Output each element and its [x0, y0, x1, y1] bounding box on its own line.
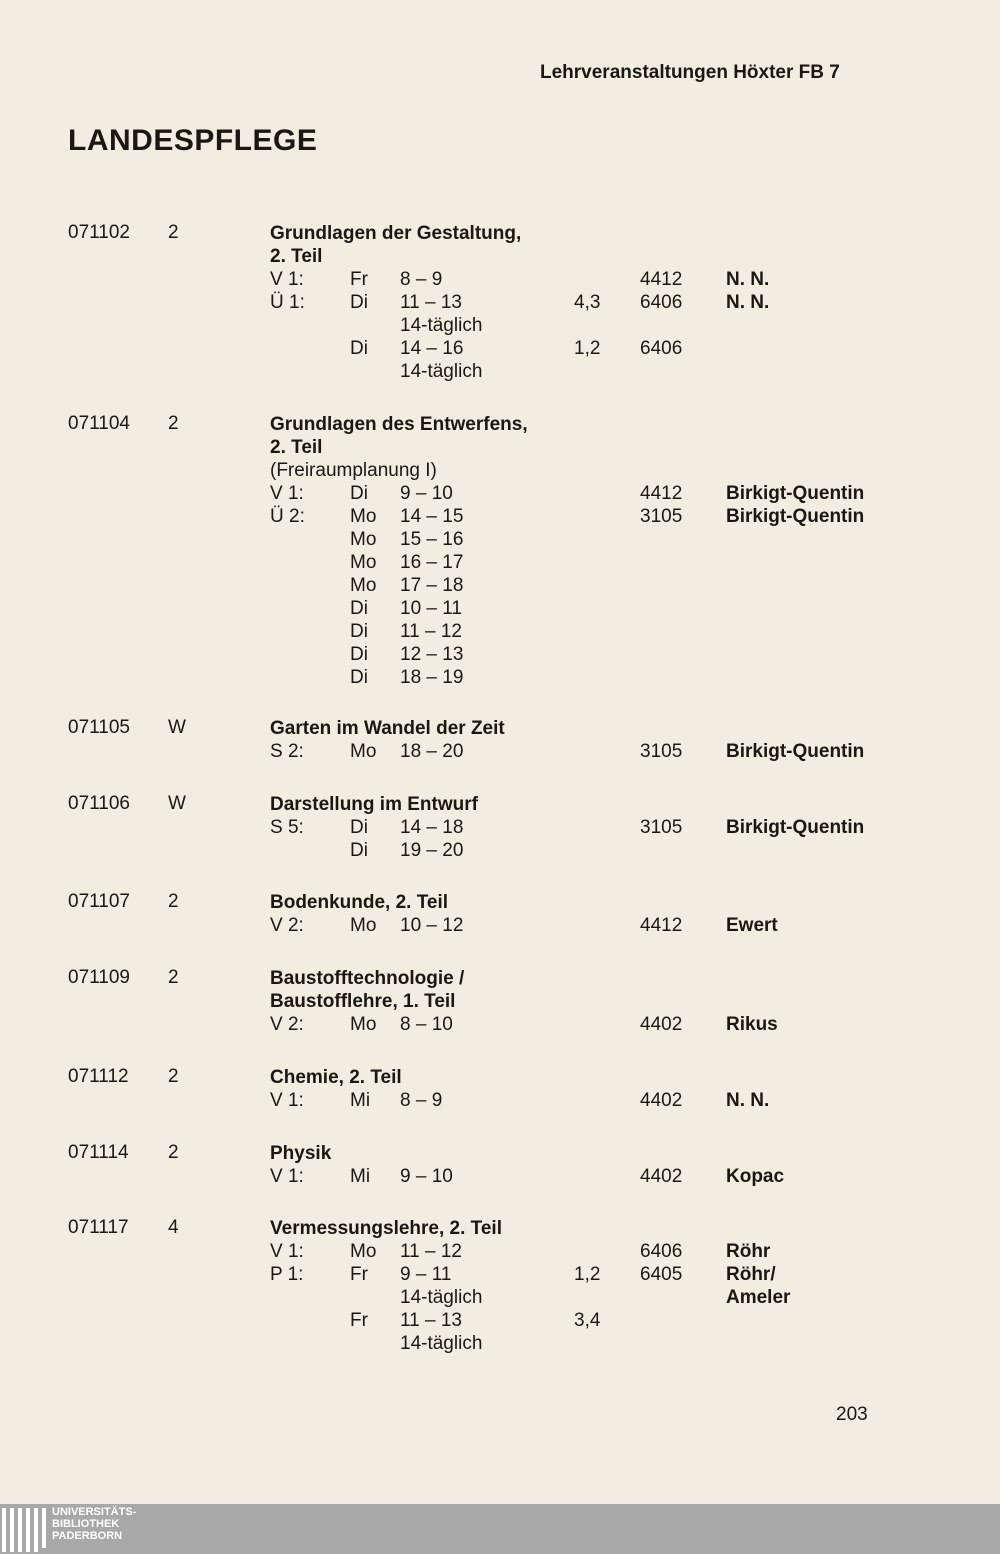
weekday: Mi: [350, 1166, 371, 1187]
weekday: Mo: [350, 506, 377, 527]
time-range: 10 – 11: [400, 598, 462, 619]
weekday: Di: [350, 598, 368, 619]
session-type: V 2:: [270, 1014, 304, 1035]
session-type: V 1:: [270, 1241, 304, 1262]
session-type: S 5:: [270, 817, 304, 838]
schedule-row: [0, 360, 1000, 383]
course-title: Baustofftechnologie /: [270, 968, 465, 989]
room-number: 4412: [640, 269, 683, 290]
weekday: Fr: [350, 1310, 368, 1331]
room-number: 3105: [640, 741, 683, 762]
course-title: Vermessungslehre, 2. Teil: [270, 1218, 502, 1239]
section-title: LANDESPFLEGE: [68, 124, 318, 157]
weekday: Mo: [350, 741, 377, 762]
time-range: 8 – 9: [400, 269, 443, 290]
room-number: 6406: [640, 1241, 683, 1262]
course-title: Grundlagen des Entwerfens,: [270, 414, 528, 435]
weekday: Mo: [350, 915, 377, 936]
course-number: 071109: [68, 967, 130, 988]
schedule-row: [0, 839, 1000, 862]
course-number: 071114: [68, 1142, 129, 1163]
library-logo-icon: [2, 1508, 48, 1552]
lecturer: Birkigt-Quentin: [726, 817, 865, 838]
weekday: Mi: [350, 1090, 371, 1111]
time-range: 18 – 19: [400, 667, 464, 688]
schedule-row: [0, 1332, 1000, 1355]
semester: 1,2: [574, 338, 601, 359]
library-name: [52, 1506, 136, 1542]
schedule-row: [0, 1165, 1000, 1188]
time-range: 8 – 9: [400, 1090, 443, 1111]
course-credits: 2: [168, 1066, 179, 1087]
lecturer: N. N.: [726, 1090, 770, 1111]
course-number: 071105: [68, 717, 130, 738]
time-range: 16 – 17: [400, 552, 464, 573]
library-footer: [0, 1504, 1000, 1554]
schedule-row: [0, 574, 1000, 597]
time-range: 14 – 16: [400, 338, 464, 359]
room-number: 3105: [640, 506, 683, 527]
room-number: 4412: [640, 915, 683, 936]
weekday: Di: [350, 292, 368, 313]
weekday: Di: [350, 338, 368, 359]
course-credits: 2: [168, 222, 179, 243]
frequency-note: 14-täglich: [400, 361, 483, 382]
lecturer: N. N.: [726, 292, 770, 313]
semester: 4,3: [574, 292, 601, 313]
time-range: 14 – 15: [400, 506, 464, 527]
course-title: Physik: [270, 1143, 332, 1164]
course-number: 071102: [68, 222, 130, 243]
weekday: Di: [350, 667, 368, 688]
schedule-row: [0, 528, 1000, 551]
schedule-row: [0, 740, 1000, 763]
frequency-note: 14-täglich: [400, 1287, 483, 1308]
weekday: Di: [350, 817, 368, 838]
session-type: V 1:: [270, 1090, 304, 1111]
room-number: 4402: [640, 1166, 683, 1187]
schedule-row: [0, 291, 1000, 314]
course-number: 071112: [68, 1066, 129, 1087]
weekday: Di: [350, 644, 368, 665]
lecturer: Ameler: [726, 1287, 791, 1308]
running-header: Lehrveranstaltungen Höxter FB 7: [540, 62, 840, 83]
weekday: Mo: [350, 1014, 377, 1035]
room-number: 6406: [640, 338, 683, 359]
lecturer: Rikus: [726, 1014, 778, 1035]
course-title: Baustofflehre, 1. Teil: [270, 991, 456, 1012]
course-title: Garten im Wandel der Zeit: [270, 718, 505, 739]
schedule-row: [0, 597, 1000, 620]
time-range: 11 – 12: [400, 1241, 462, 1262]
schedule-row: [0, 643, 1000, 666]
weekday: Fr: [350, 1264, 368, 1285]
course-number: 071107: [68, 891, 130, 912]
time-range: 11 – 13: [400, 1310, 462, 1331]
weekday: Mo: [350, 529, 377, 550]
course-number: 071106: [68, 793, 130, 814]
schedule-row: [0, 482, 1000, 505]
lecturer: Birkigt-Quentin: [726, 506, 865, 527]
session-type: V 2:: [270, 915, 304, 936]
session-type: V 1:: [270, 1166, 304, 1187]
course-credits: 2: [168, 891, 179, 912]
time-range: 15 – 16: [400, 529, 464, 550]
weekday: Di: [350, 840, 368, 861]
lecturer: Ewert: [726, 915, 778, 936]
semester: 3,4: [574, 1310, 601, 1331]
schedule-row: [0, 551, 1000, 574]
course-credits: 4: [168, 1217, 179, 1238]
course-credits: 2: [168, 1142, 179, 1163]
page-number: 203: [836, 1404, 868, 1425]
frequency-note: 14-täglich: [400, 1333, 483, 1354]
time-range: 19 – 20: [400, 840, 464, 861]
session-type: Ü 1:: [270, 292, 305, 313]
room-number: 6406: [640, 292, 683, 313]
time-range: 18 – 20: [400, 741, 464, 762]
room-number: 6405: [640, 1264, 683, 1285]
room-number: 4402: [640, 1090, 683, 1111]
course-title: Bodenkunde, 2. Teil: [270, 892, 449, 913]
course-subtitle: (Freiraumplanung I): [270, 460, 437, 481]
course-title: Darstellung im Entwurf: [270, 794, 478, 815]
weekday: Di: [350, 483, 368, 504]
course-credits: W: [168, 793, 186, 814]
lecturer: Birkigt-Quentin: [726, 483, 865, 504]
schedule-row: [0, 816, 1000, 839]
course-credits: W: [168, 717, 186, 738]
course-number: 071117: [68, 1217, 129, 1238]
weekday: Fr: [350, 269, 368, 290]
weekday: Di: [350, 621, 368, 642]
weekday: Mo: [350, 575, 377, 596]
weekday: Mo: [350, 552, 377, 573]
library-line-3: PADERBORN: [52, 1530, 123, 1542]
course-title: 2. Teil: [270, 246, 323, 267]
schedule-row: [0, 1309, 1000, 1332]
time-range: 10 – 12: [400, 915, 464, 936]
session-type: V 1:: [270, 269, 304, 290]
library-line-1: UNIVERSITÄTS-: [52, 1506, 137, 1518]
room-number: 4402: [640, 1014, 683, 1035]
schedule-row: [0, 1089, 1000, 1112]
time-range: 17 – 18: [400, 575, 464, 596]
session-type: S 2:: [270, 741, 304, 762]
course-title: 2. Teil: [270, 437, 323, 458]
schedule-row: [0, 666, 1000, 689]
frequency-note: 14-täglich: [400, 315, 483, 336]
weekday: Mo: [350, 1241, 377, 1262]
lecturer: Röhr: [726, 1241, 771, 1262]
schedule-row: [0, 1013, 1000, 1036]
lecturer: Birkigt-Quentin: [726, 741, 865, 762]
session-type: Ü 2:: [270, 506, 305, 527]
course-credits: 2: [168, 967, 179, 988]
time-range: 11 – 12: [400, 621, 462, 642]
lecturer: Röhr/: [726, 1264, 776, 1285]
time-range: 9 – 10: [400, 483, 453, 504]
time-range: 9 – 10: [400, 1166, 453, 1187]
course-credits: 2: [168, 413, 179, 434]
schedule-row: [0, 1263, 1000, 1286]
time-range: 8 – 10: [400, 1014, 453, 1035]
schedule-row: [0, 1240, 1000, 1263]
time-range: 14 – 18: [400, 817, 464, 838]
session-type: P 1:: [270, 1264, 304, 1285]
schedule-row: [0, 337, 1000, 360]
course-title: Grundlagen der Gestaltung,: [270, 223, 522, 244]
time-range: 9 – 11: [400, 1264, 452, 1285]
course-number: 071104: [68, 413, 130, 434]
time-range: 11 – 13: [400, 292, 462, 313]
schedule-row: [0, 914, 1000, 937]
semester: 1,2: [574, 1264, 601, 1285]
lecturer: N. N.: [726, 269, 770, 290]
session-type: V 1:: [270, 483, 304, 504]
room-number: 3105: [640, 817, 683, 838]
course-title: Chemie, 2. Teil: [270, 1067, 402, 1088]
schedule-row: [0, 268, 1000, 291]
schedule-row: [0, 505, 1000, 528]
schedule-row: [0, 1286, 1000, 1309]
room-number: 4412: [640, 483, 683, 504]
time-range: 12 – 13: [400, 644, 464, 665]
schedule-row: [0, 314, 1000, 337]
library-line-2: BIBLIOTHEK: [52, 1518, 120, 1530]
schedule-row: [0, 620, 1000, 643]
lecturer: Kopac: [726, 1166, 785, 1187]
